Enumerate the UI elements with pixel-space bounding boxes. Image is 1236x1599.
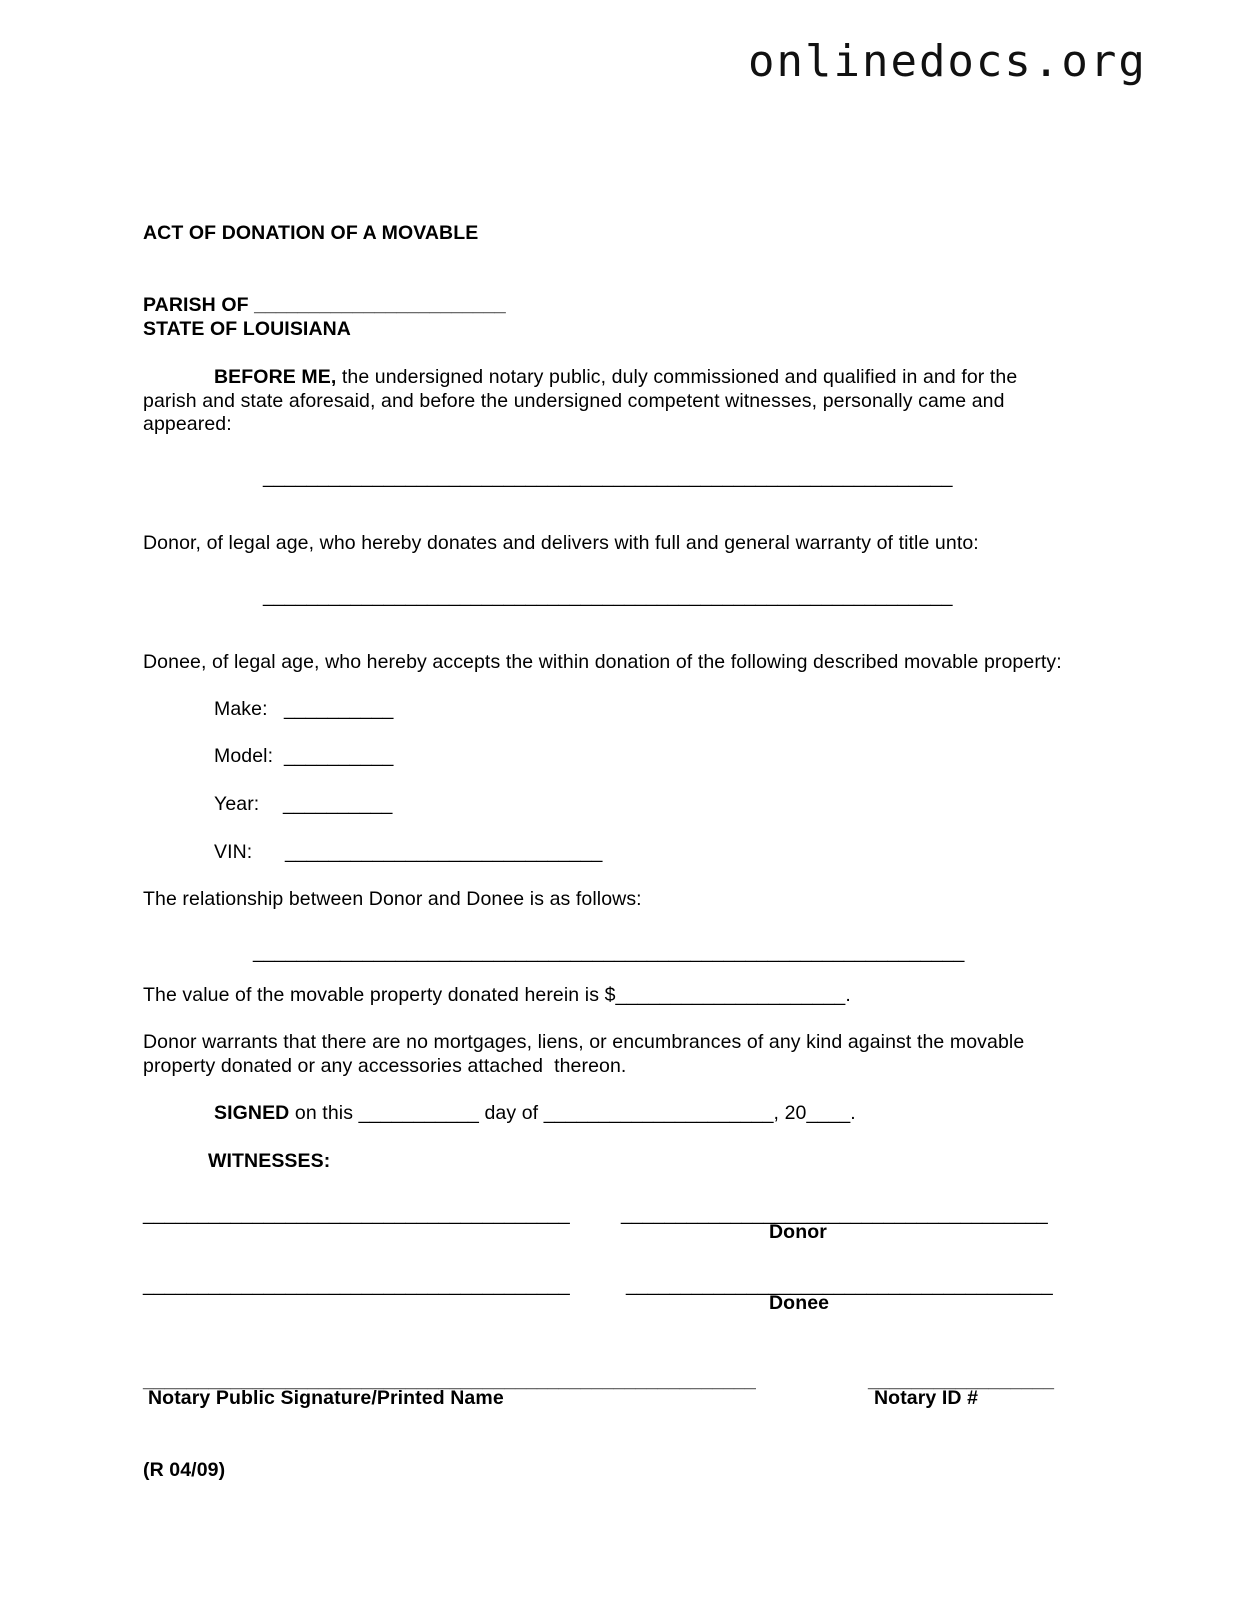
logo-text: onlinedocs.org bbox=[748, 36, 1147, 87]
notary-id-blank[interactable]: _________________ bbox=[868, 1370, 1055, 1392]
parish-line: PARISH OF _______________________ bbox=[143, 294, 506, 316]
value-text: The value of the movable property donated herein is $_____________________. bbox=[143, 984, 851, 1006]
signed-rest[interactable]: on this ___________ day of _____________________, 20____. bbox=[289, 1102, 856, 1124]
intro-line-1 bbox=[214, 366, 1017, 389]
revision-code: (R 04/09) bbox=[143, 1459, 226, 1481]
warranty-line-2: property donated or any accessories attached thereon. bbox=[143, 1055, 627, 1077]
donee-clause: Donee, of legal age, who hereby accepts the within donation of the following described movable property: bbox=[143, 651, 1062, 673]
make-blank[interactable]: __________ bbox=[284, 698, 394, 720]
year-label: Year: bbox=[214, 793, 260, 815]
relationship-text: The relationship between Donor and Donee is as follows: bbox=[143, 888, 642, 910]
notary-id-label: Notary ID # bbox=[874, 1387, 979, 1409]
warranty-line-1: Donor warrants that there are no mortgages, liens, or encumbrances of any kind against the movable bbox=[143, 1031, 1025, 1053]
relationship-blank[interactable]: _________________________________________________________________ bbox=[253, 941, 965, 963]
donee-name-blank[interactable]: _______________________________________________________________ bbox=[263, 585, 953, 607]
model-blank[interactable]: __________ bbox=[284, 745, 394, 767]
intro-bold-lead: BEFORE ME, bbox=[214, 366, 337, 388]
state-line: STATE OF LOUISIANA bbox=[143, 318, 351, 340]
notary-signature-label: Notary Public Signature/Printed Name bbox=[148, 1387, 504, 1409]
witnesses-label: WITNESSES: bbox=[208, 1150, 331, 1172]
donee-label: Donee bbox=[769, 1292, 830, 1314]
donor-label: Donor bbox=[769, 1221, 827, 1243]
donor-clause: Donor, of legal age, who hereby donates and delivers with full and general warranty of title unto: bbox=[143, 532, 979, 554]
vin-blank[interactable]: _____________________________ bbox=[285, 841, 603, 863]
make-label: Make: bbox=[214, 698, 268, 720]
donee-signature-blank[interactable]: _______________________________________ bbox=[626, 1274, 1053, 1296]
model-label: Model: bbox=[214, 745, 274, 767]
signed-bold-lead: SIGNED bbox=[214, 1102, 290, 1124]
donor-name-blank[interactable]: _______________________________________________________________ bbox=[263, 466, 953, 488]
notary-signature-blank[interactable]: ________________________________________________________ bbox=[143, 1370, 756, 1392]
witness-2-blank[interactable]: _______________________________________ bbox=[143, 1274, 570, 1296]
donor-signature-blank[interactable]: _______________________________________ bbox=[621, 1203, 1048, 1225]
intro-line-3: appeared: bbox=[143, 413, 232, 435]
signed-line bbox=[214, 1102, 856, 1125]
intro-line-1-rest: the undersigned notary public, duly commissioned and qualified in and for the bbox=[336, 366, 1018, 388]
intro-line-2: parish and state aforesaid, and before the undersigned competent witnesses, personally came and bbox=[143, 390, 1005, 412]
document-title: ACT OF DONATION OF A MOVABLE bbox=[143, 222, 479, 244]
year-blank[interactable]: __________ bbox=[283, 793, 393, 815]
vin-label: VIN: bbox=[214, 841, 253, 863]
witness-1-blank[interactable]: _______________________________________ bbox=[143, 1203, 570, 1225]
